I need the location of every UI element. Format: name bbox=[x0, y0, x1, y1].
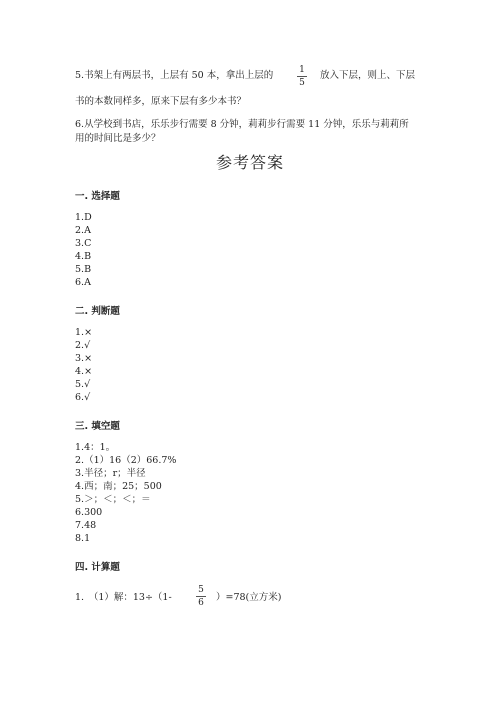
fill-answer: 1.4：1。 bbox=[75, 442, 116, 453]
choice-answer: 4.B bbox=[75, 251, 92, 262]
judge-answer: 3.× bbox=[75, 353, 93, 364]
section-judge-heading: 二. 判断题 bbox=[75, 306, 120, 317]
section-calc-heading: 四. 计算题 bbox=[75, 562, 120, 573]
choice-answer: 5.B bbox=[75, 264, 92, 275]
judge-answer: 2.√ bbox=[75, 340, 91, 351]
section-fill-heading: 三. 填空题 bbox=[75, 421, 120, 432]
question-5-line-1a: 5.书架上有两层书，上层有 50 本，拿出上层的 bbox=[75, 70, 274, 81]
choice-answer: 2.A bbox=[75, 225, 91, 236]
fill-answer: 7.48 bbox=[75, 520, 97, 531]
question-6-line-1: 6.从学校到书店，乐乐步行需要 8 分钟，莉莉步行需要 11 分钟，乐乐与莉莉所 bbox=[75, 119, 409, 130]
fill-answer: 8.1 bbox=[75, 533, 91, 544]
judge-answer: 5.√ bbox=[75, 379, 91, 390]
question-5-line-2: 书的本数同样多，原来下层有多少本书？ bbox=[75, 96, 247, 107]
section-choice-heading: 一. 选择题 bbox=[75, 191, 120, 202]
fraction-bar bbox=[196, 596, 206, 597]
fill-answer: 3.半径；r；半径 bbox=[75, 468, 146, 479]
fill-answer: 4.西；南；25；500 bbox=[75, 481, 162, 492]
question-6-line-2: 用的时间比是多少？ bbox=[75, 133, 161, 144]
calc-answer-prefix: 1. （1）解：13÷（1- bbox=[75, 592, 172, 603]
fraction-denominator: 6 bbox=[198, 598, 204, 608]
judge-answer: 6.√ bbox=[75, 392, 91, 403]
fraction-one-fifth bbox=[295, 65, 309, 88]
choice-answer: 1.D bbox=[75, 212, 92, 223]
judge-answer: 1.× bbox=[75, 327, 93, 338]
answer-title: 参考答案 bbox=[215, 153, 284, 172]
calc-answer-suffix: ）=78(立方米) bbox=[216, 592, 282, 603]
fraction-numerator: 1 bbox=[299, 65, 305, 75]
fraction-denominator: 5 bbox=[299, 78, 305, 88]
fraction-numerator: 5 bbox=[198, 585, 204, 595]
question-5-line-1b: 放入下层，则上、下层 bbox=[320, 70, 416, 81]
fill-answer: 6.300 bbox=[75, 507, 103, 518]
choice-answer: 6.A bbox=[75, 277, 91, 288]
fill-answer: 2.（1）16（2）66.7% bbox=[75, 455, 177, 466]
fraction-five-sixths bbox=[194, 585, 208, 608]
fill-answer: 5.＞；＜；＜；＝ bbox=[75, 494, 151, 505]
choice-answer: 3.C bbox=[75, 238, 92, 249]
judge-answer: 4.× bbox=[75, 366, 93, 377]
fraction-bar bbox=[297, 76, 307, 77]
